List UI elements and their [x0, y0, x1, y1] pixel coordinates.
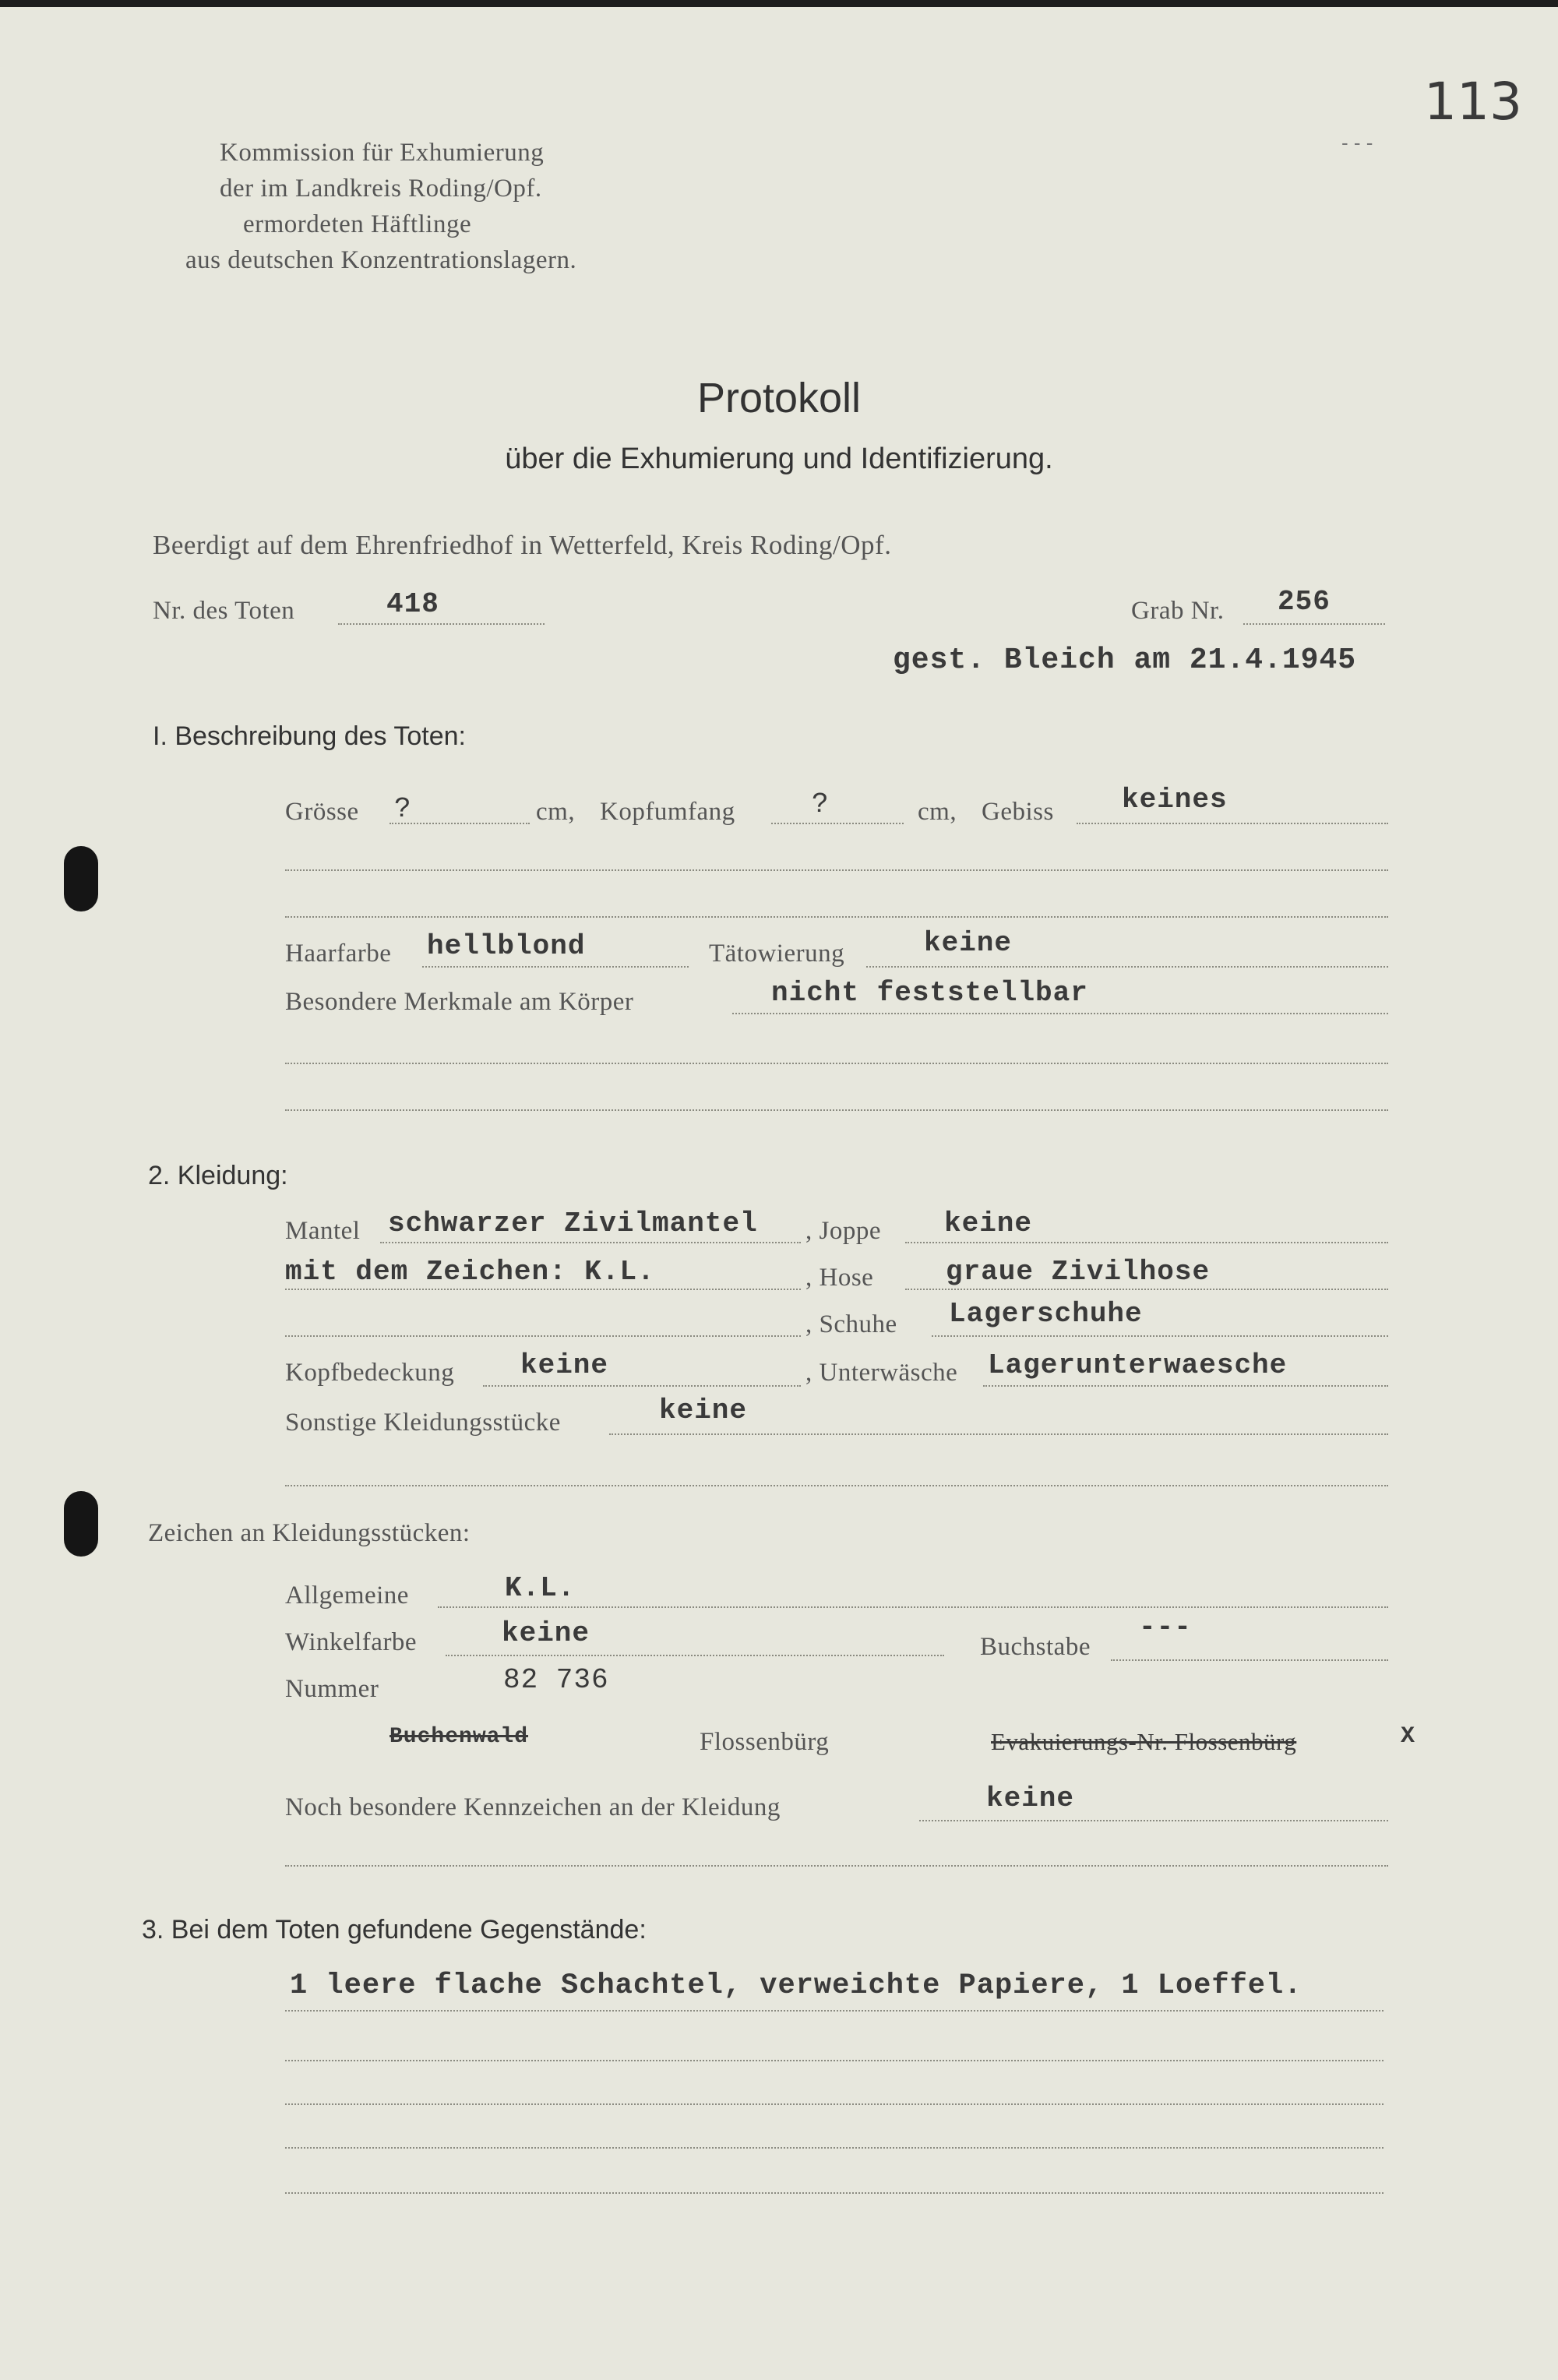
cm-1: cm, — [536, 798, 576, 826]
margin-marks: - - - — [1341, 131, 1373, 154]
mantel-value: schwarzer Zivilmantel — [388, 1208, 758, 1239]
mantel-label: Mantel — [285, 1217, 361, 1245]
struck-camp-name: Buchenwald — [390, 1725, 529, 1749]
nummer-label: Nummer — [285, 1675, 379, 1703]
page-title: Protokoll — [696, 375, 862, 421]
unterwaesche-value: Lagerunterwaesche — [988, 1349, 1288, 1381]
schuhe-label: , Schuhe — [805, 1310, 897, 1338]
taetowierung-label: Tätowierung — [709, 940, 845, 968]
taetowierung-value: keine — [924, 927, 1013, 959]
header-line-2: der im Landkreis Roding/Opf. — [220, 175, 542, 203]
death-note: gest. Bleich am 21.4.1945 — [893, 643, 1357, 677]
kopfumfang-label: Kopfumfang — [600, 798, 735, 826]
gegenstaende-value: 1 leere flache Schachtel, verweichte Papiere, 1 Loeffel. — [290, 1969, 1302, 2002]
hose-label: , Hose — [805, 1264, 874, 1292]
header-line-3: ermordeten Häftlinge — [243, 210, 472, 238]
header-line-1: Kommission für Exhumierung — [220, 139, 545, 167]
page-subtitle: über die Exhumierung und Identifizierung. — [505, 443, 1053, 475]
burial-place: Beerdigt auf dem Ehrenfriedhof in Wetterfeld, Kreis Roding/Opf. — [153, 530, 892, 560]
gebiss-label: Gebiss — [982, 798, 1054, 826]
merkmale-label: Besondere Merkmale am Körper — [285, 988, 634, 1016]
cm-2: cm, — [918, 798, 957, 826]
struck-x: X — [1401, 1723, 1416, 1750]
struck-evakuierung: Evakuierungs-Nr. Flossenbürg — [991, 1728, 1297, 1755]
schuhe-value: Lagerschuhe — [949, 1298, 1143, 1330]
merkmale-value: nicht feststellbar — [771, 977, 1088, 1009]
gebiss-value: keines — [1122, 784, 1228, 816]
haarfarbe-label: Haarfarbe — [285, 940, 392, 968]
joppe-label: , Joppe — [805, 1217, 881, 1245]
buchstabe-label: Buchstabe — [980, 1633, 1091, 1661]
haarfarbe-value: hellblond — [427, 930, 586, 962]
zeichen-heading: Zeichen an Kleidungsstücken: — [148, 1519, 471, 1547]
section-2-heading: 2. Kleidung: — [148, 1161, 288, 1190]
unterwaesche-label: , Unterwäsche — [805, 1359, 958, 1387]
kopfbedeckung-label: Kopfbedeckung — [285, 1359, 455, 1387]
groesse-label: Grösse — [285, 798, 359, 826]
sonstige-label: Sonstige Kleidungsstücke — [285, 1409, 561, 1437]
punch-hole-2 — [64, 1491, 98, 1557]
flossenburg-label: Flossenbürg — [700, 1728, 830, 1756]
allgemeine-value: K.L. — [505, 1572, 576, 1604]
groesse-value: ? — [394, 793, 412, 825]
nr-value: 418 — [386, 588, 439, 620]
sonstige-value: keine — [659, 1395, 748, 1426]
noch-label: Noch besondere Kennzeichen an der Kleidung — [285, 1793, 781, 1821]
buchstabe-value: --- — [1139, 1611, 1192, 1643]
section-1-heading: I. Beschreibung des Toten: — [153, 721, 466, 751]
kopfbedeckung-value: keine — [520, 1349, 609, 1381]
page-number: 113 — [1424, 72, 1522, 132]
joppe-value: keine — [944, 1208, 1033, 1239]
grab-label: Grab Nr. — [1131, 597, 1225, 625]
nr-label: Nr. des Toten — [153, 597, 295, 625]
nummer-value: 82 736 — [503, 1664, 609, 1696]
mantel-value-2: mit dem Zeichen: K.L. — [285, 1256, 655, 1288]
grab-value: 256 — [1278, 586, 1331, 618]
header-line-4: aus deutschen Konzentrationslagern. — [185, 246, 577, 274]
punch-hole-1 — [64, 846, 98, 911]
noch-value: keine — [986, 1782, 1075, 1814]
winkelfarbe-label: Winkelfarbe — [285, 1628, 418, 1656]
winkelfarbe-value: keine — [502, 1617, 590, 1649]
kopfumfang-value: ? — [812, 788, 830, 820]
allgemeine-label: Allgemeine — [285, 1581, 409, 1610]
hose-value: graue Zivilhose — [946, 1256, 1211, 1288]
section-3-heading: 3. Bei dem Toten gefundene Gegenstände: — [142, 1915, 647, 1945]
scan-edge — [0, 0, 1558, 7]
